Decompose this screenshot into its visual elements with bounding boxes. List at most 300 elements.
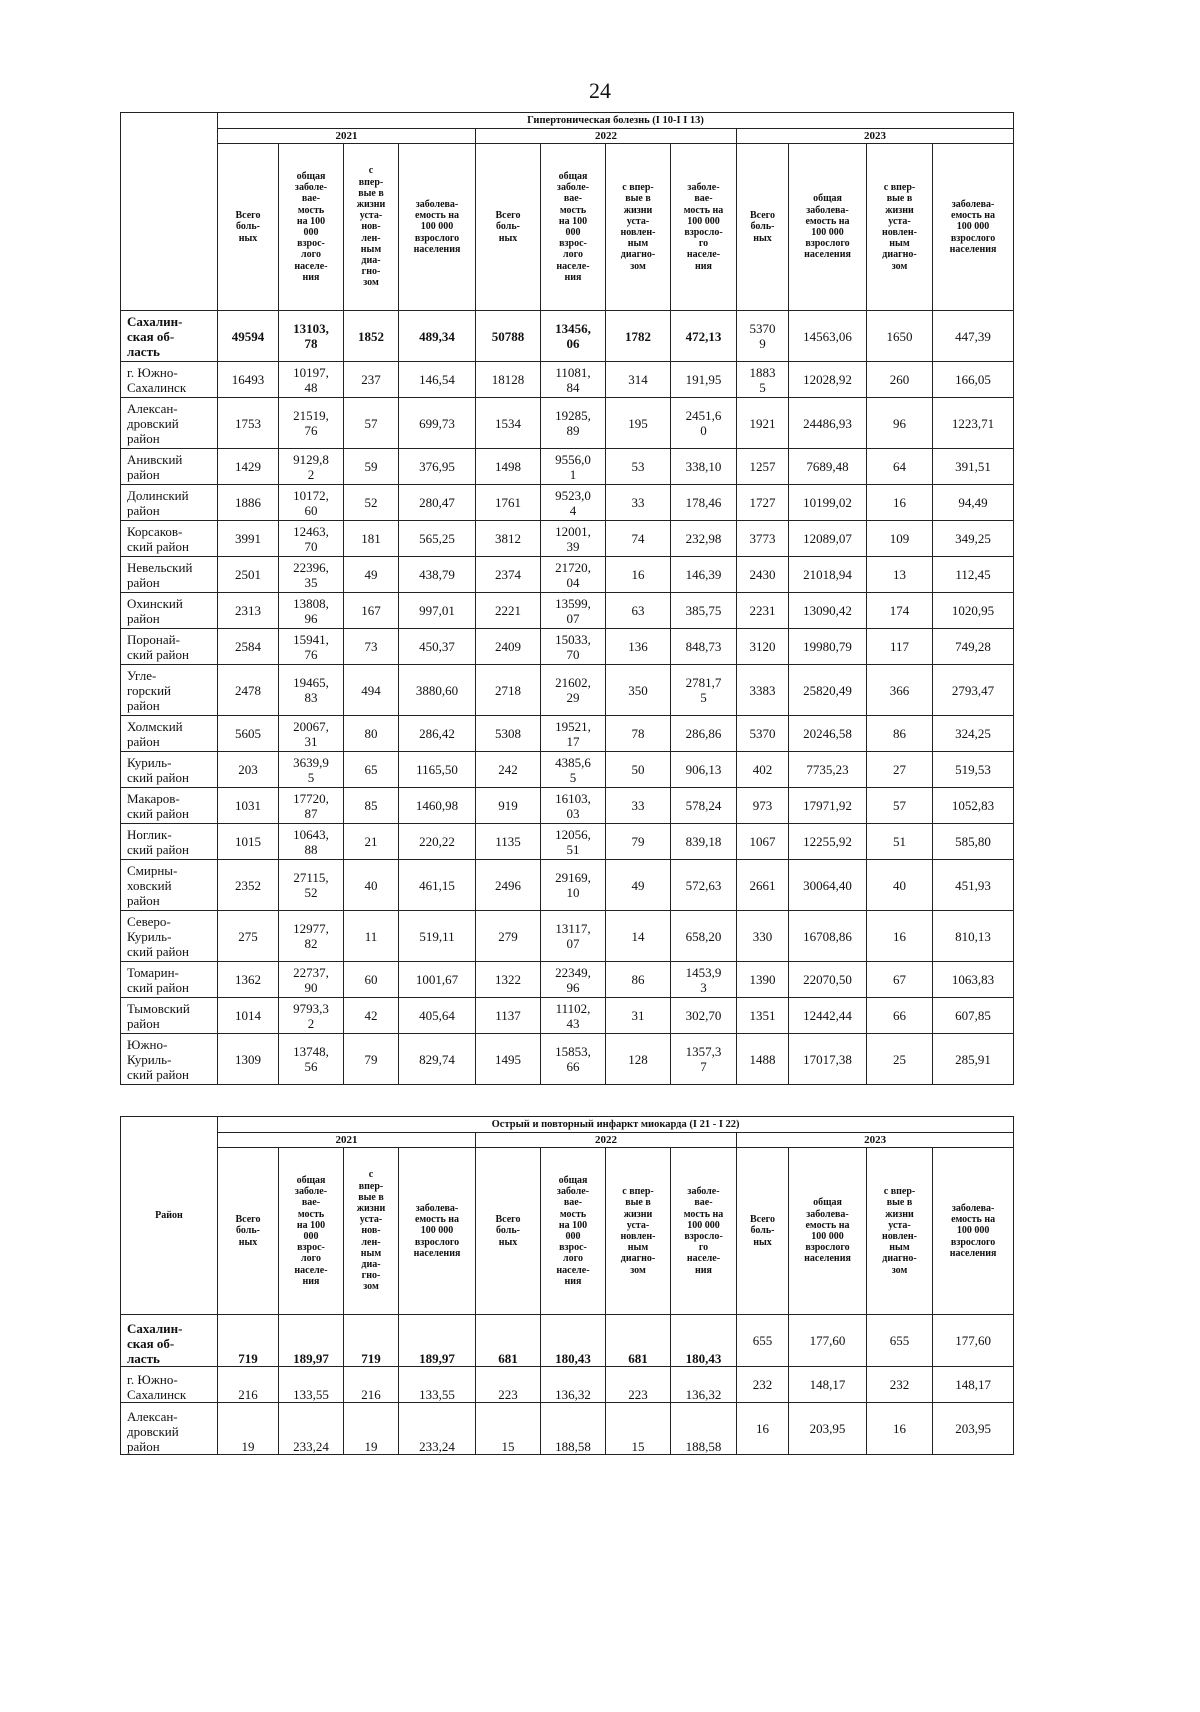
data-cell: 285,91	[933, 1034, 1014, 1085]
data-cell: 2781,7 5	[671, 665, 737, 716]
data-cell: 59	[344, 449, 399, 485]
table-row	[121, 788, 1014, 824]
data-cell: 1495	[476, 1034, 541, 1085]
data-cell: 40	[867, 860, 933, 911]
data-cell: 2501	[218, 557, 279, 593]
data-cell: 233,24	[399, 1403, 476, 1455]
data-cell: 402	[737, 752, 789, 788]
data-cell: 15853, 66	[541, 1034, 606, 1085]
data-cell: 31	[606, 998, 671, 1034]
data-cell: 12028,92	[789, 362, 867, 398]
data-cell: 12089,07	[789, 521, 867, 557]
data-cell: 174	[867, 593, 933, 629]
column-header: заболе- вае- мость на 100 000 взросло- го населе- ния	[671, 144, 737, 311]
data-cell: 810,13	[933, 911, 1014, 962]
data-cell: 22070,50	[789, 962, 867, 998]
column-header: с впер- вые в жизни уста- новлен- ным диагно- зом	[606, 144, 671, 311]
data-cell: 232	[867, 1367, 933, 1403]
data-cell: 232,98	[671, 521, 737, 557]
data-cell: 13090,42	[789, 593, 867, 629]
data-cell: 2478	[218, 665, 279, 716]
data-cell: 489,34	[399, 311, 476, 362]
data-cell: 1135	[476, 824, 541, 860]
data-cell: 60	[344, 962, 399, 998]
data-cell: 376,95	[399, 449, 476, 485]
data-cell: 242	[476, 752, 541, 788]
data-cell: 117	[867, 629, 933, 665]
column-header: заболева- емость на 100 000 взрослого населения	[933, 1148, 1014, 1315]
data-cell: 366	[867, 665, 933, 716]
data-cell: 658,20	[671, 911, 737, 962]
data-cell: 1460,98	[399, 788, 476, 824]
data-cell: 65	[344, 752, 399, 788]
data-cell: 24486,93	[789, 398, 867, 449]
data-cell: 19465, 83	[279, 665, 344, 716]
data-cell: 21602, 29	[541, 665, 606, 716]
data-cell: 1001,67	[399, 962, 476, 998]
data-cell: 21	[344, 824, 399, 860]
data-cell: 188,58	[541, 1403, 606, 1455]
data-cell: 2430	[737, 557, 789, 593]
data-cell: 216	[218, 1367, 279, 1403]
data-cell: 10199,02	[789, 485, 867, 521]
data-cell: 7689,48	[789, 449, 867, 485]
data-cell: 177,60	[789, 1315, 867, 1367]
district-name: Корсаков- ский район	[121, 521, 218, 557]
table-row	[121, 521, 1014, 557]
data-cell: 1165,50	[399, 752, 476, 788]
column-header: общая заболева- емость на 100 000 взрослого населения	[789, 1148, 867, 1315]
data-cell: 16	[867, 485, 933, 521]
data-cell: 1453,9 3	[671, 962, 737, 998]
data-cell: 181	[344, 521, 399, 557]
data-cell: 12001, 39	[541, 521, 606, 557]
column-header: общая заболе- вае- мость на 100 000 взрос- лого населе- ния	[541, 1148, 606, 1315]
data-cell: 20067, 31	[279, 716, 344, 752]
data-cell: 1067	[737, 824, 789, 860]
district-name: Угле- горский район	[121, 665, 218, 716]
data-cell: 66	[867, 998, 933, 1034]
data-cell: 286,42	[399, 716, 476, 752]
district-name: Невельский район	[121, 557, 218, 593]
data-cell: 10197, 48	[279, 362, 344, 398]
table-row	[121, 752, 1014, 788]
data-cell: 109	[867, 521, 933, 557]
data-cell: 178,46	[671, 485, 737, 521]
data-cell: 17971,92	[789, 788, 867, 824]
data-cell: 223	[606, 1367, 671, 1403]
data-cell: 30064,40	[789, 860, 867, 911]
data-cell: 1753	[218, 398, 279, 449]
data-cell: 919	[476, 788, 541, 824]
data-cell: 451,93	[933, 860, 1014, 911]
data-cell: 2221	[476, 593, 541, 629]
data-cell: 607,85	[933, 998, 1014, 1034]
data-cell: 1429	[218, 449, 279, 485]
data-cell: 40	[344, 860, 399, 911]
data-cell: 74	[606, 521, 671, 557]
data-cell: 167	[344, 593, 399, 629]
data-cell: 14563,06	[789, 311, 867, 362]
year-header: 2022	[476, 129, 737, 144]
data-cell: 585,80	[933, 824, 1014, 860]
data-cell: 203,95	[789, 1403, 867, 1455]
year-header: 2022	[476, 1133, 737, 1148]
column-header: общая заболева- емость на 100 000 взрослого населения	[789, 144, 867, 311]
data-cell: 848,73	[671, 629, 737, 665]
data-cell: 1322	[476, 962, 541, 998]
data-cell: 49	[606, 860, 671, 911]
data-cell: 15033, 70	[541, 629, 606, 665]
data-cell: 275	[218, 911, 279, 962]
data-cell: 1727	[737, 485, 789, 521]
data-cell: 33	[606, 788, 671, 824]
data-cell: 79	[344, 1034, 399, 1085]
data-cell: 9129,8 2	[279, 449, 344, 485]
data-cell: 997,01	[399, 593, 476, 629]
data-cell: 565,25	[399, 521, 476, 557]
data-cell: 1052,83	[933, 788, 1014, 824]
data-cell: 13117, 07	[541, 911, 606, 962]
data-cell: 2661	[737, 860, 789, 911]
data-cell: 1390	[737, 962, 789, 998]
data-cell: 166,05	[933, 362, 1014, 398]
data-cell: 29169, 10	[541, 860, 606, 911]
data-cell: 324,25	[933, 716, 1014, 752]
data-cell: 27115, 52	[279, 860, 344, 911]
data-cell: 27	[867, 752, 933, 788]
data-cell: 50	[606, 752, 671, 788]
data-cell: 191,95	[671, 362, 737, 398]
column-header: заболева- емость на 100 000 взрослого населения	[933, 144, 1014, 311]
data-cell: 216	[344, 1367, 399, 1403]
data-cell: 681	[476, 1315, 541, 1367]
data-cell: 133,55	[279, 1367, 344, 1403]
district-name: Куриль- ский район	[121, 752, 218, 788]
data-cell: 1886	[218, 485, 279, 521]
data-cell: 51	[867, 824, 933, 860]
data-cell: 180,43	[671, 1315, 737, 1367]
data-cell: 1488	[737, 1034, 789, 1085]
year-header: 2021	[218, 1133, 476, 1148]
data-cell: 1137	[476, 998, 541, 1034]
column-header: с впер- вые в жизни уста- новлен- ным диагно- зом	[867, 1148, 933, 1315]
table-row	[121, 860, 1014, 911]
data-cell: 19	[344, 1403, 399, 1455]
data-cell: 3639,9 5	[279, 752, 344, 788]
data-cell: 94,49	[933, 485, 1014, 521]
data-cell: 189,97	[279, 1315, 344, 1367]
data-cell: 78	[606, 716, 671, 752]
data-cell: 19521, 17	[541, 716, 606, 752]
data-cell: 16493	[218, 362, 279, 398]
data-cell: 14	[606, 911, 671, 962]
data-cell: 338,10	[671, 449, 737, 485]
column-header: Всего боль- ных	[737, 144, 789, 311]
table1-table	[120, 112, 1014, 1085]
district-name: Ноглик- ский район	[121, 824, 218, 860]
column-header: Всего боль- ных	[737, 1148, 789, 1315]
district-name: Тымовский район	[121, 998, 218, 1034]
table-row	[121, 1367, 1014, 1403]
data-cell: 2793,47	[933, 665, 1014, 716]
data-cell: 447,39	[933, 311, 1014, 362]
table-title: Острый и повторный инфаркт миокарда (I 21 - I 22)	[218, 1117, 1014, 1133]
year-header: 2023	[737, 129, 1014, 144]
data-cell: 5370 9	[737, 311, 789, 362]
data-cell: 519,11	[399, 911, 476, 962]
data-cell: 11	[344, 911, 399, 962]
data-cell: 85	[344, 788, 399, 824]
district-header: Район	[121, 1117, 218, 1315]
data-cell: 195	[606, 398, 671, 449]
district-name: Охинский район	[121, 593, 218, 629]
data-cell: 1650	[867, 311, 933, 362]
data-cell: 286,86	[671, 716, 737, 752]
data-cell: 1351	[737, 998, 789, 1034]
data-cell: 232	[737, 1367, 789, 1403]
data-cell: 16	[867, 911, 933, 962]
data-cell: 279	[476, 911, 541, 962]
column-header: заболе- вае- мость на 100 000 взросло- го населе- ния	[671, 1148, 737, 1315]
data-cell: 1309	[218, 1034, 279, 1085]
table-row	[121, 593, 1014, 629]
data-cell: 15	[606, 1403, 671, 1455]
data-cell: 572,63	[671, 860, 737, 911]
data-cell: 906,13	[671, 752, 737, 788]
data-cell: 64	[867, 449, 933, 485]
data-cell: 681	[606, 1315, 671, 1367]
data-cell: 63	[606, 593, 671, 629]
data-cell: 16	[737, 1403, 789, 1455]
table-row	[121, 911, 1014, 962]
data-cell: 1014	[218, 998, 279, 1034]
column-header: Всего боль- ных	[476, 144, 541, 311]
data-cell: 9556,0 1	[541, 449, 606, 485]
data-cell: 1257	[737, 449, 789, 485]
data-cell: 203	[218, 752, 279, 788]
data-cell: 96	[867, 398, 933, 449]
data-cell: 2374	[476, 557, 541, 593]
column-header: Всего боль- ных	[218, 144, 279, 311]
district-name: Макаров- ский район	[121, 788, 218, 824]
data-cell: 11081, 84	[541, 362, 606, 398]
district-name: Томарин- ский район	[121, 962, 218, 998]
data-cell: 655	[867, 1315, 933, 1367]
data-cell: 719	[218, 1315, 279, 1367]
data-cell: 9523,0 4	[541, 485, 606, 521]
data-cell: 20246,58	[789, 716, 867, 752]
data-cell: 233,24	[279, 1403, 344, 1455]
data-cell: 12442,44	[789, 998, 867, 1034]
district-name: Сахалин- ская об- ласть	[121, 1315, 218, 1367]
year-header: 2021	[218, 129, 476, 144]
data-cell: 67	[867, 962, 933, 998]
district-name: г. Южно- Сахалинск	[121, 362, 218, 398]
data-cell: 1031	[218, 788, 279, 824]
data-cell: 19285, 89	[541, 398, 606, 449]
data-cell: 385,75	[671, 593, 737, 629]
data-cell: 203,95	[933, 1403, 1014, 1455]
data-cell: 350	[606, 665, 671, 716]
data-cell: 2409	[476, 629, 541, 665]
data-cell: 49594	[218, 311, 279, 362]
data-cell: 12056, 51	[541, 824, 606, 860]
district-name: Поронай- ский район	[121, 629, 218, 665]
data-cell: 17017,38	[789, 1034, 867, 1085]
data-cell: 1921	[737, 398, 789, 449]
data-cell: 2352	[218, 860, 279, 911]
data-cell: 52	[344, 485, 399, 521]
data-cell: 1852	[344, 311, 399, 362]
column-header: общая заболе- вае- мость на 100 000 взрос- лого населе- ния	[279, 1148, 344, 1315]
table-row	[121, 665, 1014, 716]
data-cell: 80	[344, 716, 399, 752]
table-row	[121, 1034, 1014, 1085]
table-row	[121, 1315, 1014, 1367]
data-cell: 260	[867, 362, 933, 398]
data-cell: 49	[344, 557, 399, 593]
data-cell: 1761	[476, 485, 541, 521]
data-cell: 33	[606, 485, 671, 521]
data-cell: 1357,3 7	[671, 1034, 737, 1085]
data-cell: 1883 5	[737, 362, 789, 398]
data-cell: 2718	[476, 665, 541, 716]
data-cell: 3120	[737, 629, 789, 665]
data-cell: 391,51	[933, 449, 1014, 485]
data-cell: 3991	[218, 521, 279, 557]
data-cell: 53	[606, 449, 671, 485]
data-cell: 349,25	[933, 521, 1014, 557]
district-name: Сахалин- ская об- ласть	[121, 311, 218, 362]
data-cell: 9793,3 2	[279, 998, 344, 1034]
data-cell: 19	[218, 1403, 279, 1455]
data-cell: 12977, 82	[279, 911, 344, 962]
data-cell: 22737, 90	[279, 962, 344, 998]
column-header: Всего боль- ных	[218, 1148, 279, 1315]
data-cell: 10643, 88	[279, 824, 344, 860]
data-cell: 17720, 87	[279, 788, 344, 824]
data-cell: 57	[344, 398, 399, 449]
data-cell: 22396, 35	[279, 557, 344, 593]
data-cell: 4385,6 5	[541, 752, 606, 788]
data-cell: 1020,95	[933, 593, 1014, 629]
district-name: Смирны- ховский район	[121, 860, 218, 911]
data-cell: 16103, 03	[541, 788, 606, 824]
data-cell: 12463, 70	[279, 521, 344, 557]
data-cell: 73	[344, 629, 399, 665]
data-cell: 237	[344, 362, 399, 398]
data-cell: 16	[606, 557, 671, 593]
district-name: Алексан- дровский район	[121, 1403, 218, 1455]
data-cell: 146,54	[399, 362, 476, 398]
column-header: с впер- вые в жизни уста- новлен- ным диагно- зом	[867, 144, 933, 311]
data-cell: 18128	[476, 362, 541, 398]
data-cell: 13748, 56	[279, 1034, 344, 1085]
data-cell: 12255,92	[789, 824, 867, 860]
data-cell: 136	[606, 629, 671, 665]
data-cell: 21519, 76	[279, 398, 344, 449]
data-cell: 15	[476, 1403, 541, 1455]
data-cell: 2451,6 0	[671, 398, 737, 449]
data-cell: 3383	[737, 665, 789, 716]
district-header	[121, 113, 218, 311]
table-row	[121, 311, 1014, 362]
data-cell: 13599, 07	[541, 593, 606, 629]
data-cell: 839,18	[671, 824, 737, 860]
page-number: 24	[589, 78, 611, 103]
data-cell: 5308	[476, 716, 541, 752]
column-header: общая заболе- вае- мость на 100 000 взрос- лого населе- ния	[279, 144, 344, 311]
data-cell: 2584	[218, 629, 279, 665]
table-row	[121, 398, 1014, 449]
table-row	[121, 449, 1014, 485]
data-cell: 655	[737, 1315, 789, 1367]
data-cell: 1498	[476, 449, 541, 485]
data-cell: 450,37	[399, 629, 476, 665]
data-cell: 25	[867, 1034, 933, 1085]
data-cell: 112,45	[933, 557, 1014, 593]
data-cell: 189,97	[399, 1315, 476, 1367]
table-row	[121, 557, 1014, 593]
table-row	[121, 998, 1014, 1034]
data-cell: 405,64	[399, 998, 476, 1034]
column-header: заболева- емость на 100 000 взрослого населения	[399, 144, 476, 311]
district-name: Долинский район	[121, 485, 218, 521]
year-header: 2023	[737, 1133, 1014, 1148]
data-cell: 1223,71	[933, 398, 1014, 449]
data-cell: 1063,83	[933, 962, 1014, 998]
data-cell: 19980,79	[789, 629, 867, 665]
data-cell: 188,58	[671, 1403, 737, 1455]
data-cell: 148,17	[933, 1367, 1014, 1403]
table-row	[121, 824, 1014, 860]
data-cell: 79	[606, 824, 671, 860]
column-header: с впер- вые в жизни уста- новлен- ным диагно- зом	[606, 1148, 671, 1315]
data-cell: 86	[606, 962, 671, 998]
data-cell: 22349, 96	[541, 962, 606, 998]
data-cell: 1534	[476, 398, 541, 449]
data-cell: 220,22	[399, 824, 476, 860]
data-cell: 330	[737, 911, 789, 962]
data-cell: 148,17	[789, 1367, 867, 1403]
data-cell: 136,32	[541, 1367, 606, 1403]
data-cell: 3880,60	[399, 665, 476, 716]
data-cell: 3773	[737, 521, 789, 557]
data-cell: 13808, 96	[279, 593, 344, 629]
data-cell: 133,55	[399, 1367, 476, 1403]
data-cell: 21720, 04	[541, 557, 606, 593]
data-cell: 15941, 76	[279, 629, 344, 665]
data-cell: 10172, 60	[279, 485, 344, 521]
data-cell: 146,39	[671, 557, 737, 593]
data-cell: 180,43	[541, 1315, 606, 1367]
data-cell: 13	[867, 557, 933, 593]
table2-table	[120, 1116, 1014, 1455]
table-row	[121, 962, 1014, 998]
district-name: Алексан- дровский район	[121, 398, 218, 449]
data-cell: 177,60	[933, 1315, 1014, 1367]
data-cell: 1782	[606, 311, 671, 362]
data-cell: 223	[476, 1367, 541, 1403]
data-cell: 829,74	[399, 1034, 476, 1085]
data-cell: 7735,23	[789, 752, 867, 788]
data-cell: 86	[867, 716, 933, 752]
data-cell: 128	[606, 1034, 671, 1085]
data-cell: 21018,94	[789, 557, 867, 593]
data-cell: 719	[344, 1315, 399, 1367]
district-name: Холмский район	[121, 716, 218, 752]
